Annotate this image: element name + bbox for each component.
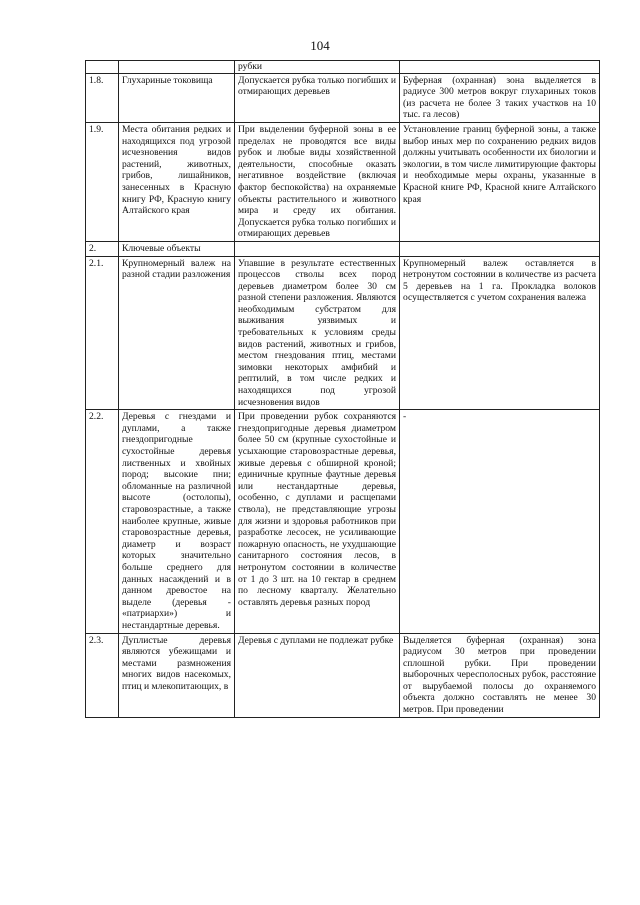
key-objects-table: [85, 60, 600, 718]
object-cell: [119, 61, 235, 74]
object-cell: Глухариные токовища: [119, 73, 235, 122]
row-number: 1.8.: [86, 73, 119, 122]
row-number: 2.: [86, 241, 119, 256]
regime-cell: Допускается рубка только погибших и отмирающих деревьев: [235, 73, 400, 122]
row-number: 1.9.: [86, 122, 119, 241]
regime-cell: Деревья с дуплами не подлежат рубке: [235, 633, 400, 717]
measures-cell: [400, 241, 600, 256]
measures-cell: Установление границ буферной зоны, а также выбор иных мер по сохранению редких видов должны учитывать особенности их биологии и экологии, в том числе лимитирующие факторы и необходимые меры охраны, указанные в Красной книге РФ, Красной книге Алтайского края: [400, 122, 600, 241]
measures-cell: Буферная (охранная) зона выделяется в радиусе 300 метров вокруг глухариных токов (из расчета не более 3 таких участков на 10 тыс. га лесов): [400, 73, 600, 122]
measures-cell: Крупномерный валеж оставляется в нетронутом состоянии в количестве из расчета 5 деревьев на 1 га. Прокладка волоков осуществляется с учетом сохранения валежа: [400, 256, 600, 410]
object-cell: Крупномерный валеж на разной стадии разложения: [119, 256, 235, 410]
section-header-row: [86, 241, 600, 256]
table-row: [86, 122, 600, 241]
row-number: [86, 61, 119, 74]
table-row: [86, 410, 600, 633]
regime-cell: При выделении буферной зоны в ее пределах не проводятся все виды рубок и любые виды хозяйственной деятельности, способные оказать негативное воздействие (включая фактор беспокойства) на охраняемые объекты растительного и животного мира и среду их обитания. Допускается рубка только погибших и отмирающих деревьев: [235, 122, 400, 241]
table-row: [86, 73, 600, 122]
table-row: [86, 256, 600, 410]
measures-cell: Выделяется буферная (охранная) зона радиусом 30 метров при проведении сплошной рубки. При проведении выборочных чересполосных рубок, расстояние от вырубаемой полосы до охраняемого объекта должно составлять не менее 30 метров. При проведении: [400, 633, 600, 717]
row-number: 2.1.: [86, 256, 119, 410]
table-row: [86, 61, 600, 74]
regime-cell: [235, 241, 400, 256]
object-cell: Дуплистые деревья являются убежищами и местами размножения многих видов насекомых, птиц и млекопитающих, в: [119, 633, 235, 717]
regime-cell: При проведении рубок сохраняются гнездопригодные деревья диаметром более 50 см (крупные сухостойные и усыхающие старовозрастные деревья, живые деревья с обширной кроной; единичные крупные фаутные деревья или нестандартные деревья, особенно, с дуплами и расщепами ствола), не представляющие угрозы для жизни и здоровья работников при разработке лесосек, не усиливающие пожарную опасность, не ухудшающие санитарного состояния лесов, в нетронутом состоянии в количестве от 1 до 3 шт. на 10 гектар в среднем по лесному кварталу. Желательно оставлять деревья разных пород: [235, 410, 400, 633]
regime-cell: Упавшие в результате естественных процессов стволы всех пород деревьев диаметром более 30 см разной степени разложения. Являются необходимым субстратом для выживания уязвимых и требовательных к условиям среды видов растений, животных и грибов, местом гнездования птиц, местами зимовки некоторых амфибий и рептилий, в том числе редких и находящихся под угрозой исчезновения видов: [235, 256, 400, 410]
section-title: Ключевые объекты: [119, 241, 235, 256]
row-number: 2.3.: [86, 633, 119, 717]
object-cell: Деревья с гнездами и дуплами, а также гнездопригодные сухостойные деревья лиственных и хвойных пород; высокие пни; обломанные на различной высоте (остолопы), старовозрастные, а также наиболее крупные, живые старовозрастные деревья, диаметр и возраст которых значительно больше среднего для данных насаждений и в данном древостое на выделе (деревья - «патриархи») и нестандартные деревья.: [119, 410, 235, 633]
regime-cell: рубки: [235, 61, 400, 74]
measures-cell: [400, 61, 600, 74]
measures-cell: -: [400, 410, 600, 633]
page-number: 104: [310, 38, 330, 53]
object-cell: Места обитания редких и находящихся под угрозой исчезновения видов растений, животных, грибов, лишайников, занесенных в Красную книгу РФ, Красную книгу Алтайского края: [119, 122, 235, 241]
table-row: [86, 633, 600, 717]
row-number: 2.2.: [86, 410, 119, 633]
